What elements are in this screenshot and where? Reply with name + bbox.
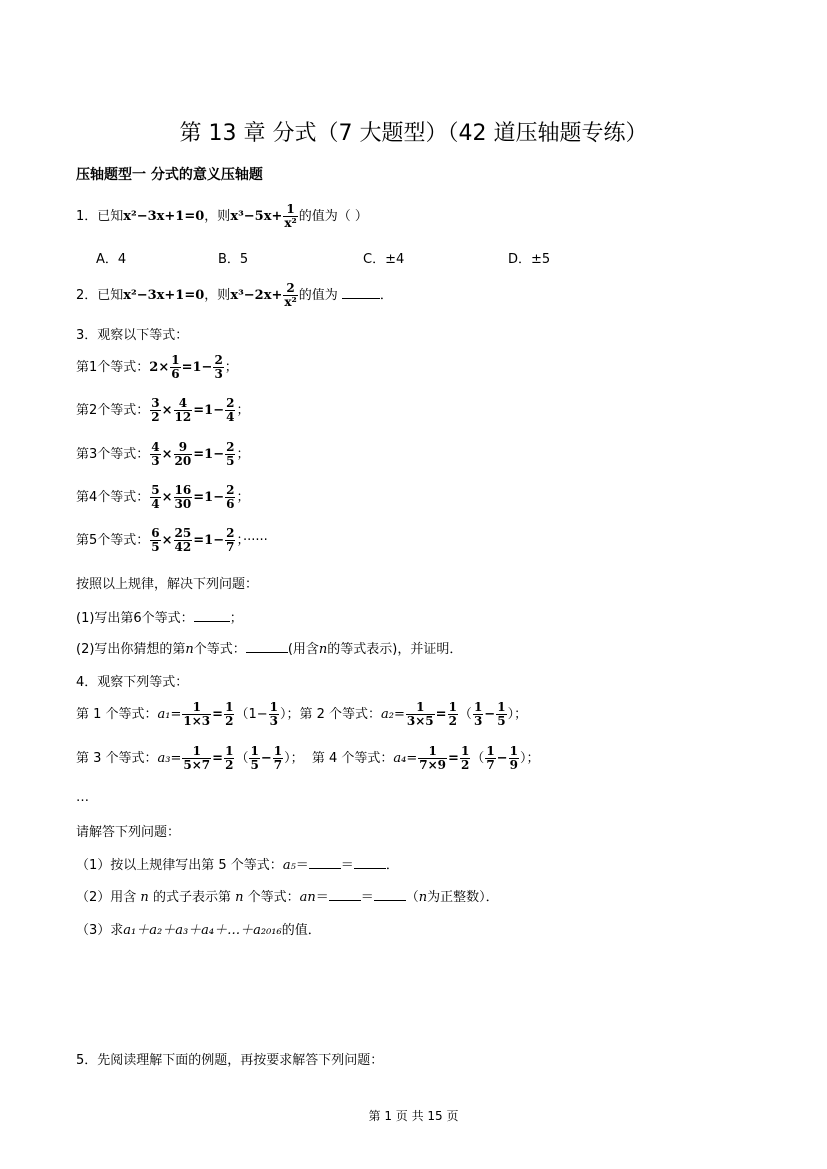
- fraction: [224, 701, 234, 728]
- fraction-denominator: 7×9: [419, 758, 447, 773]
- fraction-numerator: 1: [192, 700, 201, 714]
- q3-p1-end: ；: [229, 611, 243, 626]
- q1-mid: ，则: [204, 209, 231, 225]
- q4-p1-eq: ＝: [295, 858, 309, 873]
- fraction-numerator: 2: [214, 353, 223, 367]
- fraction-denominator: 20: [174, 454, 192, 469]
- q4-eq3-eq: =: [212, 751, 224, 767]
- q4-eq3-par-b: ）；: [284, 751, 304, 767]
- q3-equation-3: [76, 441, 249, 468]
- fraction: [170, 354, 180, 381]
- q4-eq4-label: 第 4 个等式：: [311, 751, 394, 767]
- fraction: [150, 484, 160, 511]
- fraction-numerator: 4: [151, 440, 160, 454]
- q3-eq5-b: =1−: [193, 533, 225, 549]
- q3-eq4-a: ×: [161, 490, 173, 506]
- fraction-denominator: 5: [151, 540, 160, 555]
- q4-eq1-par-a: （1−: [235, 707, 268, 723]
- q3-eq2-label: 第2个等式：: [76, 403, 150, 419]
- fraction-denominator: 3: [214, 367, 223, 382]
- fraction: [225, 484, 235, 511]
- q3-eq3-label: 第3个等式：: [76, 447, 150, 463]
- fraction-numerator: 2: [226, 440, 235, 454]
- q4-eq3-par-a: （: [235, 751, 249, 767]
- fraction-numerator: 5: [151, 483, 160, 497]
- fraction-denominator: 4: [226, 410, 235, 425]
- q3-eq3-b: =1−: [193, 447, 225, 463]
- fraction-numerator: 6: [151, 526, 160, 540]
- fraction: [174, 527, 193, 554]
- q2-suffix: 的值为: [298, 288, 338, 304]
- fraction: [150, 397, 160, 424]
- q1-option-a[interactable]: A．4: [96, 252, 127, 267]
- q4-p2-end2: 为正整数）．: [427, 890, 499, 905]
- fraction-denominator: x²: [284, 216, 297, 231]
- fraction-denominator: 3: [473, 714, 483, 729]
- q3-p2-mid: 个等式：: [193, 642, 246, 657]
- q3-eq5-a: ×: [161, 533, 173, 549]
- q4-p3-text: （3）求: [76, 923, 124, 938]
- fraction-denominator: 7: [486, 758, 495, 773]
- fraction: [273, 745, 283, 772]
- q1-condition: x²−3x+1=0: [123, 209, 205, 225]
- fraction-numerator: 1: [497, 700, 506, 714]
- q3-eq1-b: =1−: [181, 360, 213, 376]
- fraction: [174, 441, 193, 468]
- q4-p1-text: （1）按以上规律写出第 5 个等式：: [76, 858, 283, 873]
- q4-part-3: [76, 919, 321, 938]
- q3-eq1-label: 第1个等式：: [76, 360, 150, 376]
- fraction: [496, 701, 506, 728]
- q4-eq4-par-a: （: [471, 751, 485, 767]
- q4-intro: 4．观察下列等式：: [76, 675, 189, 690]
- q2-end: ．: [379, 288, 393, 304]
- q4-part-2: [76, 886, 499, 905]
- q3-p1-text: (1)写出第6个等式：: [76, 611, 194, 626]
- fraction-denominator: 4: [151, 497, 160, 512]
- fraction: [225, 397, 235, 424]
- q3-p1-blank[interactable]: [194, 620, 230, 622]
- q1-option-b[interactable]: B．5: [218, 252, 249, 267]
- q4-eq2-eq: =: [435, 707, 447, 723]
- fraction: [249, 745, 259, 772]
- question-1: [76, 203, 368, 230]
- fraction-denominator: 9: [509, 758, 518, 773]
- q4-eq1-var: a₁=: [157, 707, 182, 723]
- fraction-numerator: 1: [509, 744, 518, 758]
- q4-part-1: [76, 854, 399, 873]
- fraction-denominator: 30: [174, 497, 192, 512]
- q4-eq1-label: 第 1 个等式：: [76, 707, 158, 723]
- fraction-numerator: 1: [486, 744, 495, 758]
- q4-p2-n2: n: [235, 890, 244, 905]
- fraction-denominator: 1×3: [183, 714, 211, 729]
- fraction-numerator: 1: [269, 700, 278, 714]
- fraction-numerator: 25: [174, 526, 192, 540]
- q4-eq2-par-b: ）；: [507, 707, 528, 723]
- q4-eq4-par-b: ）；: [519, 751, 540, 767]
- q3-equation-1: [76, 354, 238, 381]
- fraction-denominator: 3×5: [406, 714, 434, 729]
- q4-eq4-eq: =: [448, 751, 459, 767]
- q2-expression: x³−2x+: [230, 288, 283, 304]
- q3-equation-5: [76, 527, 268, 554]
- q4-ask: 请解答下列问题：: [76, 825, 181, 840]
- fraction-denominator: 7: [273, 758, 283, 773]
- q3-p2-end: (用含: [287, 642, 319, 657]
- fraction-denominator: 42: [174, 540, 192, 555]
- q3-part-1: [76, 607, 243, 626]
- q3-p2-text: (2)写出你猜想的第: [76, 642, 186, 657]
- fraction-numerator: 1: [192, 744, 201, 758]
- fraction-numerator: 1: [225, 744, 234, 758]
- q3-eq1-a: 2×: [149, 360, 170, 376]
- fraction-numerator: 1: [428, 744, 437, 758]
- q4-p1-eq2: ＝: [340, 858, 354, 873]
- fraction: [150, 527, 160, 554]
- q4-p1-var: a₅: [282, 858, 296, 873]
- q3-eq4-end: ；: [236, 490, 250, 506]
- q4-eq2-label: 第 2 个等式：: [299, 707, 382, 723]
- q4-p2-an: an: [299, 890, 316, 905]
- q3-equation-2: [76, 397, 249, 424]
- fraction: [448, 701, 458, 728]
- q1-fraction: [283, 203, 297, 230]
- question-5: 5．先阅读理解下面的例题，再按要求解答下列问题：: [76, 1053, 384, 1068]
- fraction-denominator: 6: [171, 367, 180, 382]
- q4-p2-eq2: ＝: [360, 890, 374, 905]
- q4-eq3-label: 第 3 个等式：: [76, 751, 158, 767]
- fraction-denominator: 2: [151, 410, 160, 425]
- q4-p2-text: （2）用含: [76, 890, 137, 905]
- fraction-denominator: 5: [497, 714, 506, 729]
- q4-eq3-var: a₃=: [157, 751, 182, 767]
- q3-rule: 按照以上规律，解决下列问题：: [76, 577, 259, 592]
- page-footer: 第 1 页 共 15 页: [368, 1109, 459, 1123]
- q4-eq3-minus: −: [260, 751, 272, 767]
- fraction: [182, 701, 211, 728]
- q3-eq2-a: ×: [161, 403, 173, 419]
- q4-p1-end: ．: [385, 858, 399, 873]
- fraction-numerator: 1: [416, 700, 425, 714]
- fraction-numerator: 1: [286, 202, 295, 216]
- fraction-numerator: 2: [226, 526, 235, 540]
- fraction-numerator: 16: [174, 483, 192, 497]
- q3-eq2-b: =1−: [193, 403, 225, 419]
- fraction-numerator: 1: [473, 700, 483, 714]
- fraction: [174, 484, 193, 511]
- fraction-denominator: 5: [250, 758, 259, 773]
- fraction-denominator: 3: [269, 714, 278, 729]
- fraction-numerator: 1: [225, 700, 234, 714]
- fraction-numerator: 2: [226, 396, 235, 410]
- fraction: [225, 527, 235, 554]
- fraction-numerator: 1: [250, 744, 259, 758]
- q4-p2-end: （: [405, 890, 419, 905]
- fraction: [460, 745, 470, 772]
- q1-suffix: 的值为（ ）: [298, 209, 368, 225]
- fraction-denominator: 2: [460, 758, 470, 773]
- fraction-numerator: 1: [460, 744, 470, 758]
- question-2: [76, 282, 393, 309]
- q4-eq2-minus: −: [484, 707, 496, 723]
- q3-p2-n: n: [185, 642, 194, 657]
- fraction: [150, 441, 160, 468]
- fraction: [224, 745, 234, 772]
- q3-eq1-end: ；: [224, 360, 238, 376]
- q4-p2-mid: 的式子表示第: [152, 890, 231, 905]
- q4-p2-blank-2[interactable]: [374, 899, 406, 901]
- fraction-numerator: 1: [171, 353, 180, 367]
- fraction: [225, 441, 235, 468]
- section-heading: 压轴题型一 分式的意义压轴题: [76, 167, 263, 183]
- q4-equations-row-2: [76, 745, 539, 772]
- q4-p2-n: n: [140, 890, 149, 905]
- q4-p3-end: 的值．: [281, 923, 321, 938]
- q2-fraction: [283, 282, 297, 309]
- q3-p2-end2: 的等式表示)，并证明．: [327, 642, 463, 657]
- fraction: [174, 397, 193, 424]
- q3-p2-n2: n: [318, 642, 328, 657]
- q3-equation-4: [76, 484, 249, 511]
- fraction-denominator: 2: [225, 758, 234, 773]
- q4-p2-n3: n: [418, 890, 428, 905]
- q1-prefix: 1．已知: [76, 209, 124, 225]
- q4-ellipsis: …: [76, 790, 89, 805]
- q4-eq2-var: a₂=: [381, 707, 405, 723]
- q2-condition: x²−3x+1=0: [123, 288, 205, 304]
- q3-intro: 3．观察以下等式：: [76, 328, 189, 343]
- fraction: [406, 701, 435, 728]
- fraction: [182, 745, 211, 772]
- q3-eq4-b: =1−: [193, 490, 225, 506]
- q3-eq4-label: 第4个等式：: [76, 490, 150, 506]
- q3-p2-blank[interactable]: [246, 651, 288, 653]
- fraction-denominator: 3: [151, 454, 160, 469]
- q2-answer-blank[interactable]: [342, 297, 380, 299]
- fraction: [213, 354, 223, 381]
- q1-expression: x³−5x+: [230, 209, 283, 225]
- q4-eq2-par-a: （: [458, 707, 472, 723]
- fraction: [269, 701, 279, 728]
- q4-p2-blank-1[interactable]: [329, 899, 361, 901]
- q4-p2-eq: ＝: [315, 890, 329, 905]
- q4-p1-blank-1[interactable]: [309, 867, 341, 869]
- fraction-denominator: 6: [226, 497, 235, 512]
- page-title: 第 13 章 分式（7 大题型）（42 道压轴题专练）: [179, 121, 648, 146]
- q4-eq4-minus: −: [496, 751, 508, 767]
- q4-equations-row-1: [76, 701, 527, 728]
- q4-eq1-eq: =: [212, 707, 224, 723]
- q2-mid: ，则: [204, 288, 231, 304]
- fraction-denominator: 5×7: [183, 758, 211, 773]
- q4-p1-blank-2[interactable]: [354, 867, 386, 869]
- fraction-denominator: 2: [225, 714, 234, 729]
- fraction-numerator: 9: [178, 440, 188, 454]
- fraction-denominator: 5: [226, 454, 235, 469]
- fraction: [473, 701, 483, 728]
- fraction-numerator: 3: [151, 396, 160, 410]
- q3-eq5-label: 第5个等式：: [76, 533, 150, 549]
- fraction-denominator: 2: [448, 714, 457, 729]
- q3-eq3-end: ；: [236, 447, 250, 463]
- fraction-numerator: 4: [178, 396, 188, 410]
- fraction: [418, 745, 447, 772]
- fraction-denominator: 7: [226, 540, 235, 555]
- q4-eq4-var: a₄=: [393, 751, 418, 767]
- q3-eq3-a: ×: [161, 447, 173, 463]
- fraction-numerator: 1: [448, 700, 457, 714]
- q1-option-d[interactable]: D．±5: [508, 252, 551, 267]
- q4-p2-mid2: 个等式：: [247, 890, 300, 905]
- q3-eq2-end: ；: [236, 403, 250, 419]
- q3-eq5-end: ；······: [236, 533, 268, 549]
- fraction: [509, 745, 519, 772]
- q4-eq1-par-b: ）；: [279, 707, 300, 723]
- fraction-numerator: 1: [273, 744, 283, 758]
- q2-prefix: 2．已知: [76, 288, 124, 304]
- fraction-denominator: x²: [284, 295, 297, 310]
- q3-part-2: [76, 638, 462, 657]
- fraction-numerator: 2: [226, 483, 235, 497]
- q1-option-c[interactable]: C．±4: [363, 252, 405, 267]
- q4-p3-expression: a₁＋a₂＋a₃＋a₄＋…＋a₂₀₁₆: [123, 923, 282, 938]
- fraction: [485, 745, 495, 772]
- fraction-numerator: 2: [286, 281, 295, 295]
- fraction-denominator: 12: [174, 410, 192, 425]
